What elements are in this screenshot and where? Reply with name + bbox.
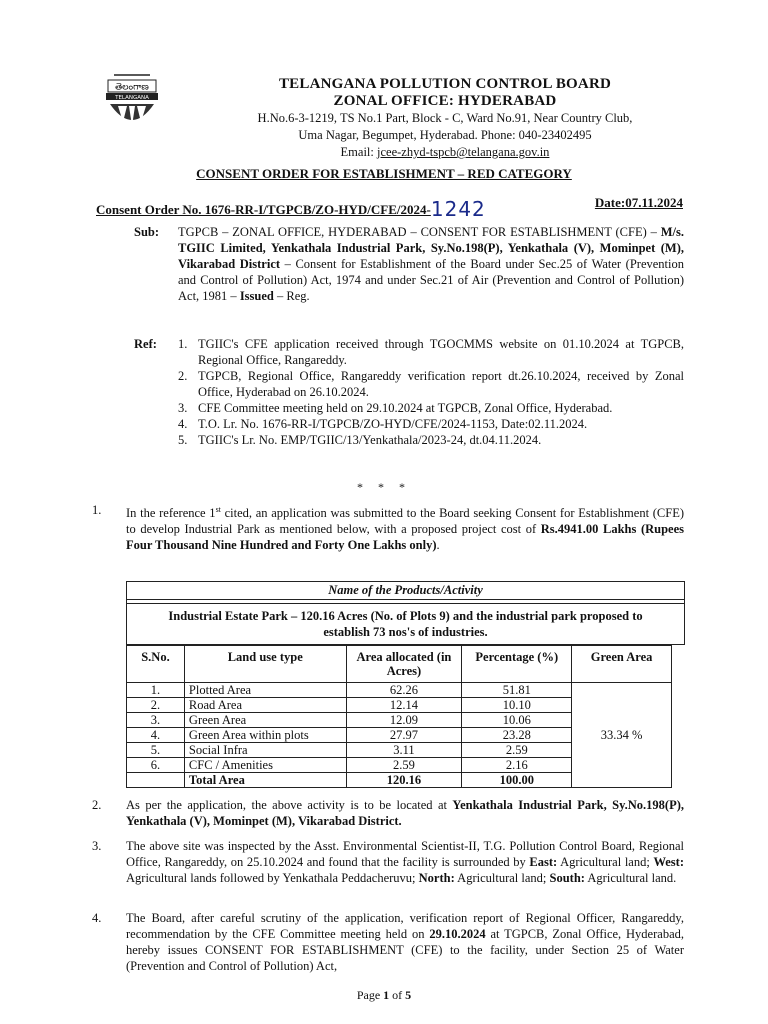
table-header-row: S.No. Land use type Area allocated (in Acres) Percentage (%) Green Area <box>127 646 672 683</box>
table-row: 1. Plotted Area 62.26 51.81 33.34 % <box>127 683 672 698</box>
order-date: Date:07.11.2024 <box>594 195 683 210</box>
green-area-value: 33.34 % <box>572 683 672 788</box>
address-line-2: Uma Nagar, Begumpet, Hyderabad. Phone: 040-23402495 <box>298 128 592 142</box>
handwritten-number: 1242 <box>430 197 486 221</box>
table-total-row: Total Area 120.16 100.00 <box>127 773 672 788</box>
telangana-emblem-icon <box>96 72 168 136</box>
organization-name: TELANGANA POLLUTION CONTROL BOARD <box>278 76 612 92</box>
subject-block <box>134 224 684 304</box>
list-item: 5. TGIIC's Lr. No. EMP/TGIIC/13/Yenkathala/2023-24, dt.04.11.2024. <box>178 433 542 447</box>
products-description: Industrial Estate Park – 120.16 Acres (No. of Plots 9) and the industrial park proposed to establish 73 nos's of industries. <box>127 603 684 644</box>
subject-text: TGPCB – ZONAL OFFICE, HYDERABAD – CONSENT FOR ESTABLISHMENT (CFE) – M/s. TGIIC Limited, Yenkathala Industrial Park, Sy.No.198(P), Yenkathala (V), Mominpet (M), Vikarabad District – Consent for Establishment of the Board under Sec.25 of Water (Prevention and Control of Pollution) Act, 1974 and under Sec.21 of Air (Prevention and Control of Pollution) Act, 1981 – Issued – Reg. <box>178 225 684 303</box>
order-number-line <box>96 195 683 219</box>
subject-label: Sub: <box>134 225 160 239</box>
letterhead <box>180 76 710 161</box>
products-activity-box <box>126 581 685 645</box>
table-row: 3. Green Area 12.09 10.06 <box>127 713 672 728</box>
logo-caption: TELANGANA <box>115 95 149 101</box>
paragraph-1: 1. In the reference 1st cited, an application was submitted to the Board seeking Consent for Establishment (CFE) to develop Industrial Park as mentioned below, with a proposed project cost of Rs.4941.00 Lakhs (Rupees Four Thousand Nine Hundred and Forty One Lakhs only). <box>92 503 685 553</box>
consent-order-number: Consent Order No. 1676-RR-I/TGPCB/ZO-HYD/CFE/2024- <box>96 202 431 217</box>
table-row: 6. CFC / Amenities 2.59 2.16 <box>127 758 672 773</box>
logo-text: తెలంగాణ <box>115 82 149 93</box>
land-use-table <box>126 645 672 788</box>
list-item: 1. TGIIC's CFE application received through TGOCMMS website on 01.10.2024 at TGPCB, Regional Office, Rangareddy. <box>178 337 684 367</box>
paragraph-3: 3. The above site was inspected by the Asst. Environmental Scientist-II, T.G. Pollution Control Board, Regional Office, Rangareddy, on 25.10.2024 and found that the facility is surrounded by East: Agricultural land; West: Agricultural lands followed by Yenkathala Peddacheruvu; North: Agricultural land; South: Agricultural land. <box>92 839 684 885</box>
email-link[interactable]: jcee-zhyd-tspcb@telangana.gov.in <box>377 145 550 159</box>
table-row: 2. Road Area 12.14 10.10 <box>127 698 672 713</box>
section-separator: * * * <box>357 480 411 494</box>
reference-label: Ref: <box>134 337 157 351</box>
list-item: 3. CFE Committee meeting held on 29.10.2024 at TGPCB, Zonal Office, Hyderabad. <box>178 401 613 415</box>
table-row: 5. Social Infra 3.11 2.59 <box>127 743 672 758</box>
email-line: Email: jcee-zhyd-tspcb@telangana.gov.in <box>340 145 550 159</box>
table-row: 4. Green Area within plots 27.97 23.28 <box>127 728 672 743</box>
paragraph-4: 4. The Board, after careful scrutiny of the application, verification report of Regional Officer, Rangareddy, recommendation by the CFE Committee meeting held on 29.10.2024 at TGPCB, Zonal Office, Hyderabad, hereby issues CONSENT FOR ESTABLISHMENT (CFE) to the facility, under Section 25 of Water (Prevention and Control of Pollution) Act, <box>92 911 684 973</box>
reference-block <box>134 336 684 448</box>
office-name: ZONAL OFFICE: HYDERABAD <box>333 93 557 109</box>
reference-list <box>178 336 684 448</box>
document-title: CONSENT ORDER FOR ESTABLISHMENT – RED CATEGORY <box>196 166 572 181</box>
page-number: Page 1 of 5 <box>356 988 412 1002</box>
list-item: 4. T.O. Lr. No. 1676-RR-I/TGPCB/ZO-HYD/CFE/2024-1153, Date:02.11.2024. <box>178 417 588 431</box>
address-line-1: H.No.6-3-1219, TS No.1 Part, Block - C, Ward No.91, Near Country Club, <box>257 111 633 125</box>
paragraph-2: 2. As per the application, the above activity is to be located at Yenkathala Industrial Park, Sy.No.198(P), Yenkathala (V), Mominpet (M), Vikarabad District. <box>92 798 684 828</box>
products-header: Name of the Products/Activity <box>127 582 684 600</box>
list-item: 2. TGPCB, Regional Office, Rangareddy verification report dt.26.10.2024, received by Zonal Office, Hyderabad on 26.10.2024. <box>178 369 684 399</box>
